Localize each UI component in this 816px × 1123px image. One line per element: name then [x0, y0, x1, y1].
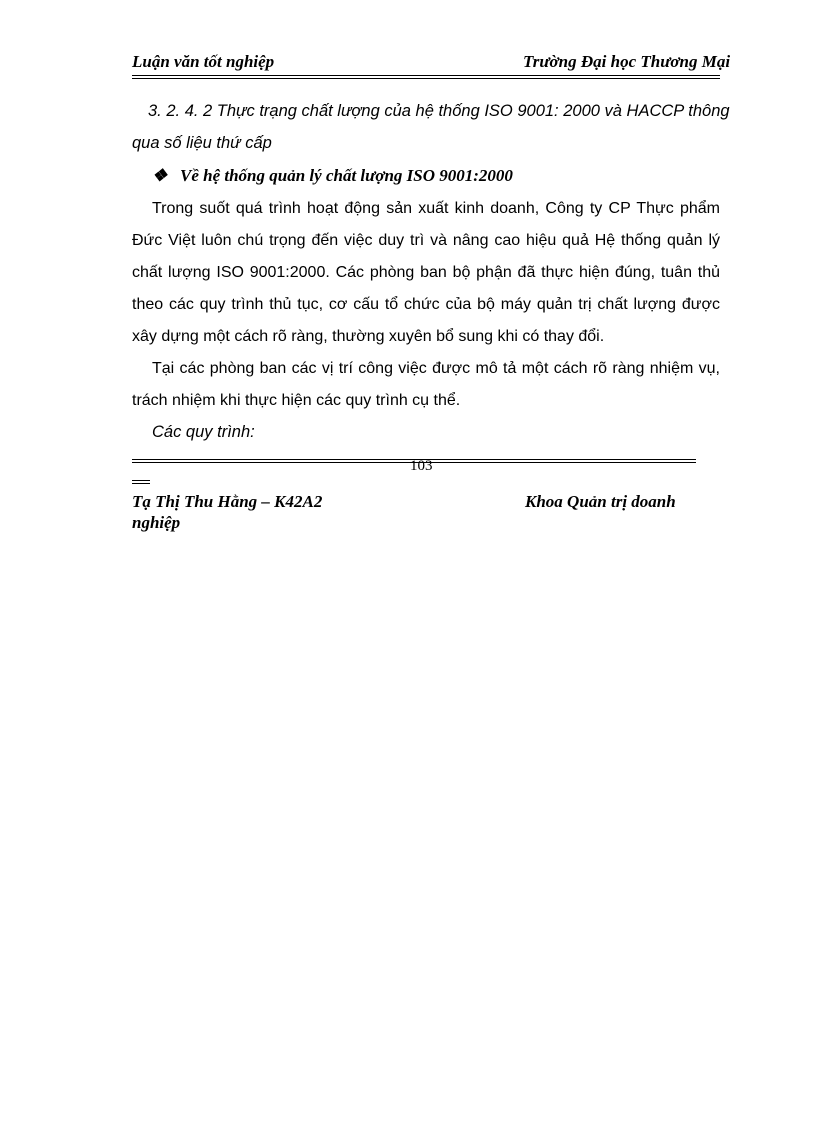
page-number: 103 — [410, 458, 433, 474]
footer-mark-bottom — [132, 483, 150, 484]
paragraph-2: Tại các phòng ban các vị trí công việc được mô tả một cách rõ ràng nhiệm vụ, trách nhiệm khi thực hiện các quy trình cụ thể. — [132, 360, 720, 409]
header-right: Trường Đại học Thương Mại — [523, 52, 731, 71]
section-title-line2: qua số liệu thứ cấp — [132, 134, 272, 152]
bullet-icon: ❖ — [152, 166, 168, 185]
subsection-title: Về hệ thống quản lý chất lượng ISO 9001:2000 — [180, 166, 513, 185]
section-title-line1: 3. 2. 4. 2 Thực trạng chất lượng của hệ thống ISO 9001: 2000 và HACCP thông — [148, 102, 730, 120]
paragraph-1: Trong suốt quá trình hoạt động sản xuất kinh doanh, Công ty CP Thực phẩm Đức Việt luôn chú trọng đến việc duy trì và nâng cao hiệu quả Hệ thống quản lý chất lượng ISO 9001:2000. Các phòng ban bộ phận đã thực hiện đúng, tuân thủ theo các quy trình thủ tục, cơ cấu tổ chức của bộ máy quản trị chất lượng được xây dựng một cách rõ ràng, thường xuyên bổ sung khi có thay đổi. — [132, 200, 720, 345]
footer-mark-top — [132, 480, 150, 481]
footer-author: Tạ Thị Thu Hằng – K42A2 — [132, 492, 323, 511]
header-rule-top — [132, 75, 720, 76]
footer-faculty-wrap: nghiệp — [132, 513, 181, 532]
footer-faculty: Khoa Quản trị doanh — [525, 492, 676, 511]
header-rule-bottom — [132, 78, 720, 79]
processes-label: Các quy trình: — [152, 423, 255, 441]
header-left: Luận văn tốt nghiệp — [132, 52, 275, 71]
